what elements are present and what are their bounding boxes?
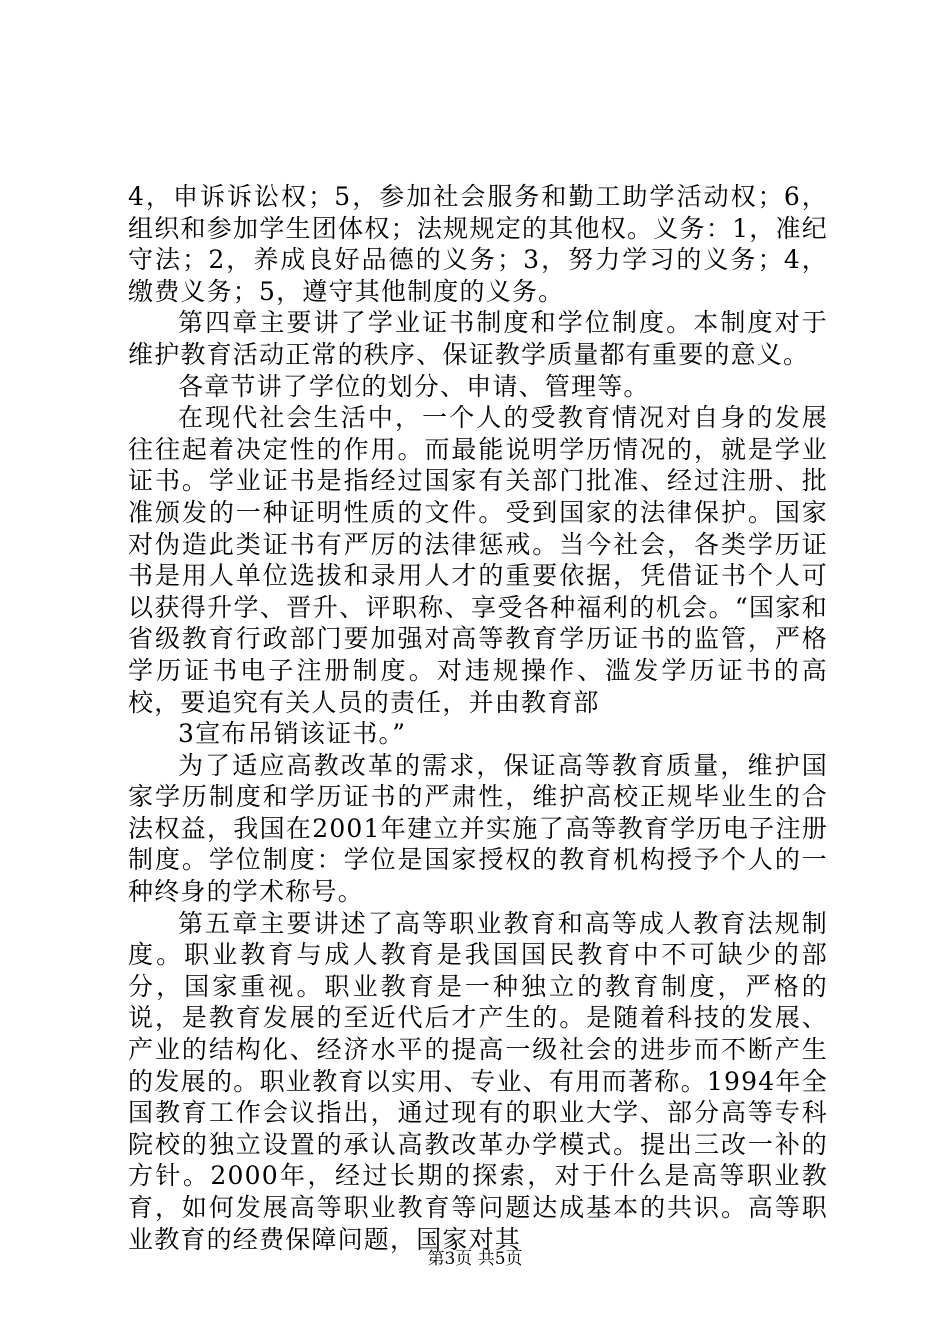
page-number-footer: 第3页 共5页 xyxy=(427,1249,523,1269)
paragraph-7: 第五章主要讲述了高等职业教育和高等成人教育法规制度。职业教育与成人教育是我国国民教育中不可缺少的部分，国家重视。职业教育是一种独立的教育制度，严格的说，是教育发展的至近代后才产生的。是随着科技的发展、产业的结构化、经济水平的提高一级社会的进步而不断产生的发展的。职业教育以实用、专业、有用而著称。1994年全国教育工作会议指出，通过现有的职业大学、部分高等专科院校的独立设置的承认高教改革办学模式。提出三改一补的方针。2000年，经过长期的探索，对于什么是高等职业教育，如何发展高等职业教育等问题达成基本的共识。高等职业教育的经费保障问题，国家对其 xyxy=(128,908,828,1254)
paragraph-4: 在现代社会生活中，一个人的受教育情况对自身的发展往往起着决定性的作用。而最能说明学历情况的，就是学业证书。学业证书是指经过国家有关部门批准、经过注册、批准颁发的一种证明性质的文件。受到国家的法律保护。国家对伪造此类证书有严厉的法律惩戒。当今社会，各类学历证书是用人单位选拔和录用人才的重要依据，凭借证书个人可以获得升学、晋升、评职称、享受各种福利的机会。“国家和省级教育行政部门要加强对高等教育学历证书的监管，严格学历证书电子注册制度。对违规操作、滥发学历证书的高校，要追究有关人员的责任，并由教育部 xyxy=(128,403,828,717)
paragraph-1: 4，申诉诉讼权；5，参加社会服务和勤工助学活动权；6，组织和参加学生团体权；法规规定的其他权。义务：1，准纪守法；2，养成良好品德的义务；3，努力学习的义务；4，缴费义务；5，遵守其他制度的义务。 xyxy=(128,182,828,306)
document-body xyxy=(128,181,828,1255)
paragraph-5: 3宣布吊销该证书。” xyxy=(178,719,407,749)
paragraph-2: 第四章主要讲了学业证书制度和学位制度。本制度对于维护教育活动正常的秩序、保证教学质量都有重要的意义。 xyxy=(128,308,828,369)
paragraph-6: 为了适应高教改革的需求，保证高等教育质量，维护国家学历制度和学历证书的严肃性，维护高校正规毕业生的合法权益，我国在2001年建立并实施了高等教育学历电子注册制度。学位制度：学位是国家授权的教育机构授予个人的一种终身的学术称号。 xyxy=(128,750,828,907)
paragraph-3: 各章节讲了学位的划分、申请、管理等。 xyxy=(178,371,650,401)
